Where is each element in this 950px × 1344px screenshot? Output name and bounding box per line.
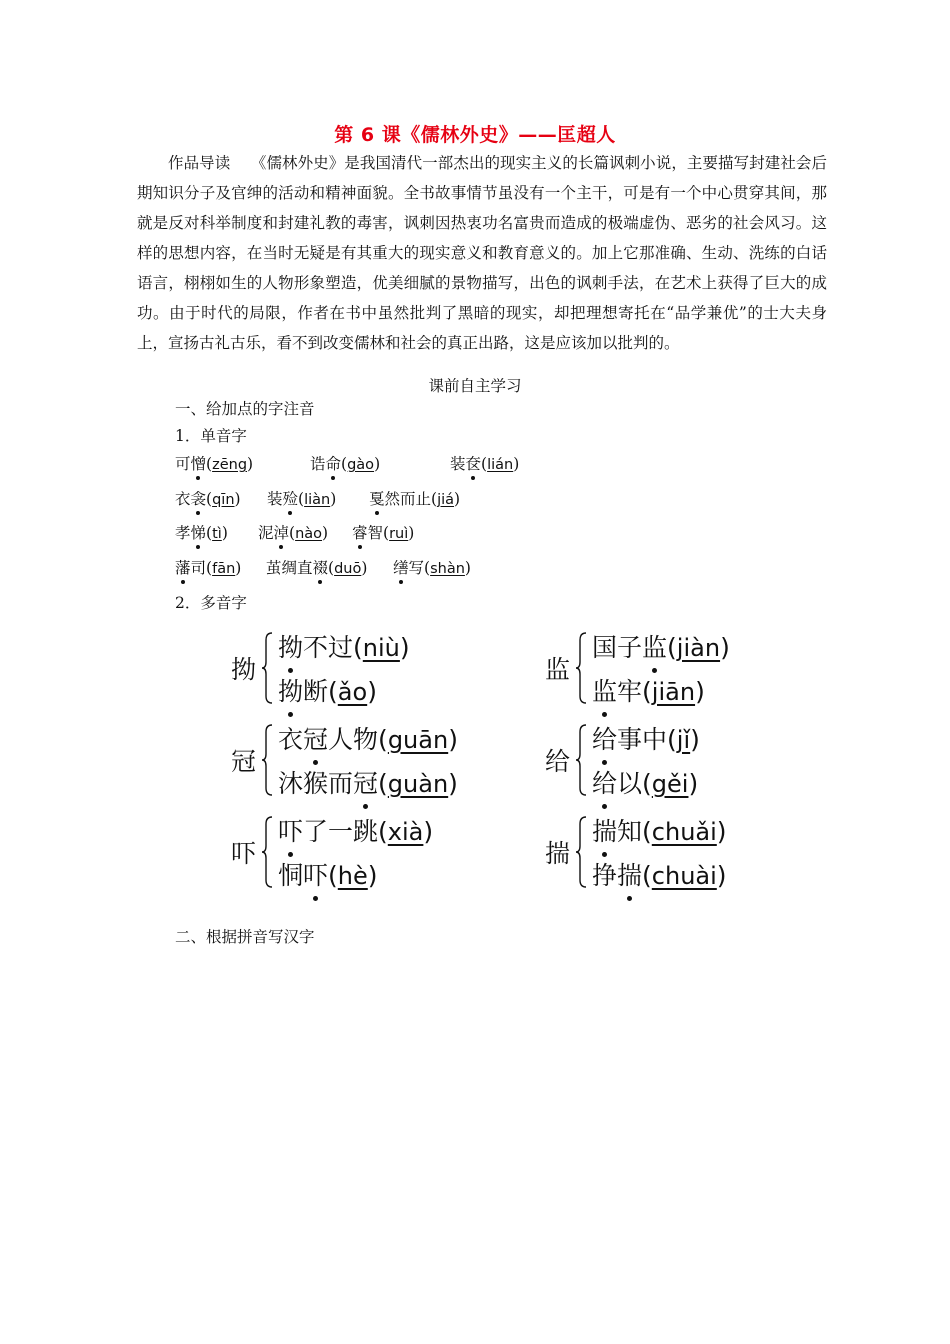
multi-char-group bbox=[231, 812, 491, 892]
pinyin: gào bbox=[347, 457, 375, 473]
dotted-char: 揣 bbox=[617, 856, 642, 892]
pinyin: gěi bbox=[651, 770, 689, 798]
paren: ( bbox=[378, 725, 388, 754]
single-char-item bbox=[266, 556, 367, 578]
multi-char-head: 给 bbox=[545, 747, 571, 776]
paren: ) bbox=[448, 769, 458, 798]
multi-char-head: 吓 bbox=[231, 839, 257, 868]
dotted-char: 睿 bbox=[352, 521, 368, 543]
word-text: 牢 bbox=[617, 677, 643, 706]
pinyin: guàn bbox=[387, 770, 449, 798]
paren: ( bbox=[642, 861, 652, 890]
multi-char-group bbox=[545, 720, 805, 800]
paren: ( bbox=[328, 559, 335, 577]
paren: ) bbox=[399, 633, 410, 662]
multi-char-item bbox=[592, 672, 705, 708]
pinyin: chuǎi bbox=[651, 818, 717, 846]
multi-char-head: 冠 bbox=[231, 747, 257, 776]
single-char-item bbox=[450, 452, 519, 474]
pinyin: niù bbox=[362, 634, 400, 662]
paren: ( bbox=[383, 524, 390, 542]
word-text: 司 bbox=[190, 559, 207, 577]
multi-char-head: 揣 bbox=[545, 839, 571, 868]
paren: ) bbox=[688, 769, 699, 798]
brace-icon bbox=[261, 816, 273, 888]
pinyin: shàn bbox=[430, 561, 465, 577]
intro-label: 作品导读 bbox=[168, 154, 231, 172]
multi-char-item bbox=[592, 628, 730, 664]
word-text: 国子 bbox=[592, 633, 643, 662]
paren: ( bbox=[298, 490, 305, 508]
dotted-char: 戛 bbox=[369, 487, 385, 509]
word-text: 然而止 bbox=[384, 490, 432, 508]
paren: ) bbox=[221, 524, 228, 542]
pinyin: lián bbox=[487, 457, 514, 473]
multi-char-item bbox=[592, 764, 698, 800]
dotted-char: 冠 bbox=[303, 720, 328, 756]
pinyin: ruì bbox=[389, 526, 409, 542]
pinyin: nào bbox=[295, 526, 323, 542]
multi-char-head: 监 bbox=[545, 655, 571, 684]
pinyin: jiá bbox=[437, 492, 455, 508]
dotted-char: 殓 bbox=[283, 487, 299, 509]
paren: ( bbox=[289, 524, 296, 542]
dotted-char: 缮 bbox=[393, 556, 409, 578]
dotted-char: 淖 bbox=[274, 521, 290, 543]
single-char-item bbox=[175, 521, 228, 543]
part2-heading: 二、根据拼音写汉字 bbox=[175, 928, 315, 946]
word-text: 以 bbox=[617, 769, 643, 798]
word-text: 挣 bbox=[592, 861, 618, 890]
paren: ) bbox=[695, 677, 705, 706]
single-char-item bbox=[175, 487, 241, 509]
single-char-item bbox=[267, 487, 336, 509]
paren: ) bbox=[235, 559, 242, 577]
word-text: 孝 bbox=[175, 524, 191, 542]
paren: ) bbox=[330, 490, 337, 508]
paren: ) bbox=[716, 817, 727, 846]
paren: ) bbox=[322, 524, 329, 542]
word-text: 了一跳 bbox=[303, 817, 379, 846]
brace-icon bbox=[575, 724, 587, 796]
word-text: 断 bbox=[303, 677, 329, 706]
single-char-item bbox=[175, 452, 253, 474]
pinyin: xià bbox=[387, 818, 424, 846]
pinyin: guān bbox=[387, 726, 449, 754]
dotted-char: 奁 bbox=[466, 452, 482, 474]
paren: ) bbox=[367, 677, 377, 706]
multi-char-item bbox=[278, 764, 458, 800]
pinyin: duō bbox=[334, 561, 362, 577]
page-title: 第 6 课《儒林外史》——匡超人 bbox=[334, 124, 616, 146]
paren: ) bbox=[464, 559, 471, 577]
paren: ) bbox=[247, 455, 254, 473]
pinyin: zēng bbox=[212, 457, 248, 473]
paren: ( bbox=[378, 817, 388, 846]
single-char-heading: 1．单音字 bbox=[175, 427, 247, 445]
dotted-char: 拗 bbox=[278, 628, 303, 664]
word-text: 写 bbox=[408, 559, 425, 577]
word-text: 恫 bbox=[278, 861, 304, 890]
paren: ) bbox=[374, 455, 381, 473]
multi-char-item bbox=[592, 812, 727, 848]
paren: ( bbox=[667, 633, 677, 662]
pinyin: qīn bbox=[212, 492, 235, 508]
multi-char-group bbox=[231, 720, 491, 800]
dotted-char: 衾 bbox=[191, 487, 207, 509]
paren: ( bbox=[431, 490, 438, 508]
paren: ( bbox=[642, 769, 652, 798]
pinyin: jiān bbox=[651, 678, 696, 706]
intro-paragraph bbox=[137, 148, 827, 358]
pinyin: tì bbox=[212, 526, 222, 542]
paren: ) bbox=[423, 817, 434, 846]
dotted-char: 冠 bbox=[353, 764, 378, 800]
multi-char-head: 拗 bbox=[231, 655, 257, 684]
paren: ( bbox=[378, 769, 388, 798]
word-text: 泥 bbox=[258, 524, 274, 542]
word-text: 装 bbox=[450, 455, 466, 473]
paren: ( bbox=[353, 633, 363, 662]
multi-char-item bbox=[592, 856, 727, 892]
dotted-char: 拗 bbox=[278, 672, 303, 708]
single-char-item bbox=[352, 521, 414, 543]
dotted-char: 监 bbox=[642, 628, 667, 664]
pinyin: jiàn bbox=[676, 634, 721, 662]
single-char-item bbox=[393, 556, 471, 578]
word-text: 装 bbox=[267, 490, 283, 508]
paren: ) bbox=[448, 725, 458, 754]
word-text: 人物 bbox=[328, 725, 379, 754]
word-text: 沐猴而 bbox=[278, 769, 354, 798]
paren: ( bbox=[206, 455, 213, 473]
single-char-item bbox=[369, 487, 460, 509]
brace-icon bbox=[261, 724, 273, 796]
multi-char-item bbox=[278, 856, 378, 892]
word-text: 茧绸直 bbox=[266, 559, 313, 577]
single-char-item bbox=[175, 556, 241, 578]
paren: ( bbox=[642, 677, 652, 706]
paren: ( bbox=[481, 455, 488, 473]
paren: ( bbox=[642, 817, 652, 846]
paren: ( bbox=[328, 861, 338, 890]
multi-char-heading: 2．多音字 bbox=[175, 594, 247, 612]
paren: ) bbox=[690, 725, 700, 754]
dotted-char: 吓 bbox=[303, 856, 328, 892]
dotted-char: 揣 bbox=[592, 812, 617, 848]
paren: ( bbox=[206, 490, 213, 508]
paren: ( bbox=[328, 677, 338, 706]
intro-text: 《儒林外史》是我国清代一部杰出的现实主义的长篇讽刺小说，主要描写封建社会后期知识分子及官绅的活动和精神面貌。全书故事情节虽没有一个主干，可是有一个中心贯穿其间，那就是反对科举制度和封建礼教的毒害，讽刺因热衷功名富贵而造成的极端虚伪、恶劣的社会风习。这样的思想内容，在当时无疑是有其重大的现实意义和教育意义的。加上它那准确、生动、洗练的白话语言，栩栩如生的人物形象塑造，优美细腻的景物描写，出色的讽刺手法，在艺术上获得了巨大的成功。由于时代的局限，作者在书中虽然批判了黑暗的现实，却把理想寄托在“品学兼优”的士大夫身上，宣扬古礼古乐，看不到改变儒林和社会的真正出路，这是应该加以批判的。 bbox=[137, 154, 827, 352]
brace-icon bbox=[261, 632, 273, 704]
brace-icon bbox=[575, 816, 587, 888]
paren: ) bbox=[361, 559, 368, 577]
multi-char-group bbox=[231, 628, 491, 708]
pinyin: jǐ bbox=[676, 726, 691, 754]
dotted-char: 裰 bbox=[313, 556, 329, 578]
single-char-item bbox=[310, 452, 380, 474]
paren: ) bbox=[454, 490, 461, 508]
word-text: 知 bbox=[617, 817, 643, 846]
word-text: 事中 bbox=[617, 725, 668, 754]
dotted-char: 给 bbox=[592, 764, 617, 800]
dotted-char: 憎 bbox=[191, 452, 207, 474]
dotted-char: 吓 bbox=[278, 812, 303, 848]
brace-icon bbox=[575, 632, 587, 704]
paren: ( bbox=[667, 725, 677, 754]
multi-char-item bbox=[278, 720, 458, 756]
multi-char-item bbox=[278, 672, 377, 708]
word-text: 可 bbox=[175, 455, 191, 473]
multi-char-group bbox=[545, 628, 805, 708]
pinyin: hè bbox=[337, 862, 368, 890]
multi-char-item bbox=[278, 812, 433, 848]
dotted-char: 命 bbox=[326, 452, 342, 474]
pinyin: fān bbox=[212, 561, 236, 577]
multi-char-item bbox=[592, 720, 700, 756]
paren: ( bbox=[206, 559, 213, 577]
dotted-char: 藩 bbox=[175, 556, 191, 578]
paren: ) bbox=[720, 633, 730, 662]
word-text: 诰 bbox=[310, 455, 326, 473]
part1-heading: 一、给加点的字注音 bbox=[175, 400, 315, 418]
pinyin: ǎo bbox=[337, 678, 368, 706]
multi-char-group bbox=[545, 812, 805, 892]
dotted-char: 监 bbox=[592, 672, 617, 708]
paren: ) bbox=[234, 490, 241, 508]
dotted-char: 悌 bbox=[191, 521, 207, 543]
paren: ( bbox=[206, 524, 213, 542]
multi-char-item bbox=[278, 628, 410, 664]
single-char-item bbox=[258, 521, 328, 543]
dotted-char: 给 bbox=[592, 720, 617, 756]
paren: ) bbox=[513, 455, 520, 473]
word-text: 衣 bbox=[278, 725, 304, 754]
section-title: 课前自主学习 bbox=[428, 377, 522, 395]
pinyin: liàn bbox=[304, 492, 331, 508]
word-text: 衣 bbox=[175, 490, 191, 508]
paren: ) bbox=[716, 861, 727, 890]
paren: ( bbox=[341, 455, 348, 473]
paren: ) bbox=[408, 524, 415, 542]
pinyin: chuài bbox=[651, 862, 717, 890]
word-text: 智 bbox=[367, 524, 384, 542]
word-text: 不过 bbox=[303, 633, 354, 662]
paren: ) bbox=[367, 861, 378, 890]
paren: ( bbox=[424, 559, 431, 577]
